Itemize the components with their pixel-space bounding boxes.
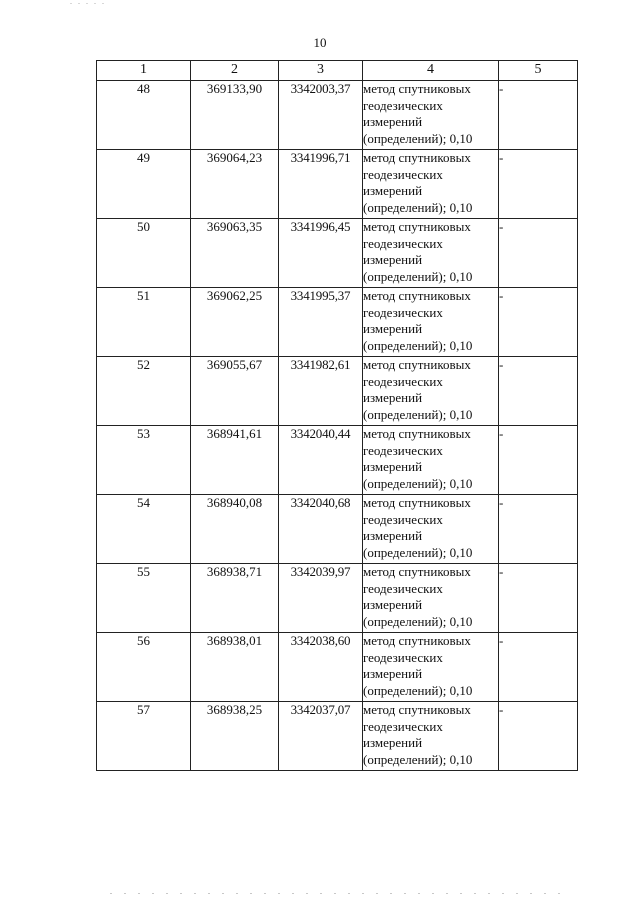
cell-note: -: [499, 426, 578, 495]
cell-method: метод спутниковых геодезических измерений (определений); 0,10: [363, 288, 499, 357]
cell-note: -: [499, 633, 578, 702]
cell-x-coordinate: 368941,61: [191, 426, 279, 495]
cell-y-coordinate: 3342039,97: [279, 564, 363, 633]
cell-note: -: [499, 564, 578, 633]
cell-point-number: 52: [97, 357, 191, 426]
column-header-note: 5: [499, 61, 578, 81]
cell-point-number: 54: [97, 495, 191, 564]
table-row: [97, 564, 578, 633]
cell-note: -: [499, 81, 578, 150]
cell-y-coordinate: 3341982,61: [279, 357, 363, 426]
cell-method: метод спутниковых геодезических измерений (определений); 0,10: [363, 150, 499, 219]
cell-note: -: [499, 288, 578, 357]
cell-point-number: 48: [97, 81, 191, 150]
cell-note: -: [499, 357, 578, 426]
column-header-point-number: 1: [97, 61, 191, 81]
cell-method: метод спутниковых геодезических измерений (определений); 0,10: [363, 495, 499, 564]
cell-y-coordinate: 3341996,45: [279, 219, 363, 288]
cell-note: -: [499, 495, 578, 564]
scan-artifact-top: [70, 3, 110, 4]
scan-artifact-bottom: [110, 893, 560, 894]
table-row: [97, 495, 578, 564]
cell-x-coordinate: 368938,01: [191, 633, 279, 702]
cell-y-coordinate: 3342038,60: [279, 633, 363, 702]
cell-x-coordinate: 369063,35: [191, 219, 279, 288]
table-header-row: [97, 61, 578, 81]
cell-method: метод спутниковых геодезических измерений (определений); 0,10: [363, 357, 499, 426]
cell-point-number: 57: [97, 702, 191, 771]
table-row: [97, 633, 578, 702]
cell-method: метод спутниковых геодезических измерений (определений); 0,10: [363, 426, 499, 495]
cell-x-coordinate: 368940,08: [191, 495, 279, 564]
cell-y-coordinate: 3342037,07: [279, 702, 363, 771]
cell-y-coordinate: 3342003,37: [279, 81, 363, 150]
coordinates-table: [96, 60, 578, 771]
cell-method: метод спутниковых геодезических измерений (определений); 0,10: [363, 564, 499, 633]
cell-point-number: 55: [97, 564, 191, 633]
page-number: 10: [313, 35, 327, 50]
cell-y-coordinate: 3342040,44: [279, 426, 363, 495]
cell-method: метод спутниковых геодезических измерений (определений); 0,10: [363, 81, 499, 150]
column-header-x: 2: [191, 61, 279, 81]
cell-point-number: 56: [97, 633, 191, 702]
cell-point-number: 50: [97, 219, 191, 288]
cell-x-coordinate: 369064,23: [191, 150, 279, 219]
cell-method: метод спутниковых геодезических измерений (определений); 0,10: [363, 633, 499, 702]
table-row: [97, 426, 578, 495]
cell-point-number: 53: [97, 426, 191, 495]
cell-y-coordinate: 3341995,37: [279, 288, 363, 357]
cell-note: -: [499, 219, 578, 288]
cell-point-number: 49: [97, 150, 191, 219]
table-row: [97, 288, 578, 357]
cell-method: метод спутниковых геодезических измерений (определений); 0,10: [363, 702, 499, 771]
column-header-method: 4: [363, 61, 499, 81]
cell-note: -: [499, 150, 578, 219]
cell-x-coordinate: 368938,71: [191, 564, 279, 633]
table-row: [97, 357, 578, 426]
table-body: [97, 81, 578, 771]
cell-note: -: [499, 702, 578, 771]
cell-y-coordinate: 3342040,68: [279, 495, 363, 564]
cell-x-coordinate: 369062,25: [191, 288, 279, 357]
cell-x-coordinate: 369133,90: [191, 81, 279, 150]
cell-method: метод спутниковых геодезических измерений (определений); 0,10: [363, 219, 499, 288]
column-header-y: 3: [279, 61, 363, 81]
table-row: [97, 150, 578, 219]
table-row: [97, 219, 578, 288]
cell-y-coordinate: 3341996,71: [279, 150, 363, 219]
cell-x-coordinate: 368938,25: [191, 702, 279, 771]
cell-x-coordinate: 369055,67: [191, 357, 279, 426]
table-row: [97, 702, 578, 771]
cell-point-number: 51: [97, 288, 191, 357]
table-row: [97, 81, 578, 150]
